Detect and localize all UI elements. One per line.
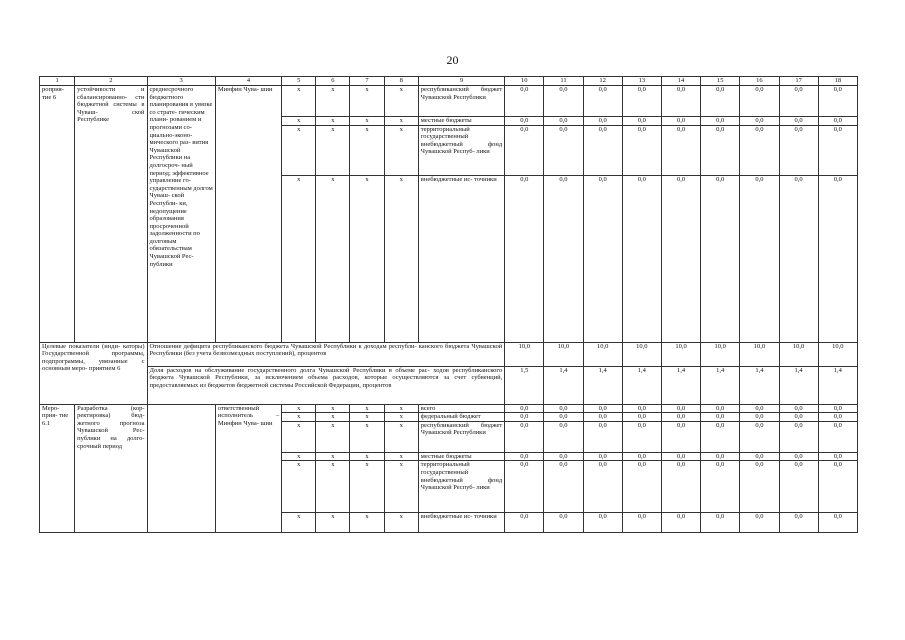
funding-source: федеральный бюджет bbox=[418, 413, 504, 422]
value-cell: 1,4 bbox=[779, 366, 818, 404]
code-cell: x bbox=[282, 421, 316, 452]
target-row bbox=[40, 366, 858, 404]
value-cell: 0,0 bbox=[740, 175, 779, 342]
value-cell: 0,0 bbox=[779, 175, 818, 342]
value-cell: 0,0 bbox=[818, 461, 857, 513]
value-cell: 0,0 bbox=[583, 413, 622, 422]
code-cell: x bbox=[316, 117, 350, 126]
value-cell: 0,0 bbox=[740, 413, 779, 422]
value-cell: 1,4 bbox=[818, 366, 857, 404]
funding-source: республиканский бюджет Чувашской Республики bbox=[418, 86, 504, 117]
value-cell: 1,4 bbox=[701, 366, 740, 404]
value-cell: 0,0 bbox=[544, 413, 583, 422]
code-cell: x bbox=[316, 404, 350, 413]
value-cell: 1,4 bbox=[622, 366, 661, 404]
value-cell: 0,0 bbox=[583, 125, 622, 175]
value-cell: 0,0 bbox=[779, 461, 818, 513]
value-cell: 0,0 bbox=[544, 86, 583, 117]
value-cell: 0,0 bbox=[544, 175, 583, 342]
code-cell: x bbox=[384, 461, 418, 513]
activity-name: Разработка (кор- ректировка) бюд- жетного прогноза Чувашской Рес- публики на долго- срочный период bbox=[75, 404, 147, 533]
value-cell: 0,0 bbox=[818, 117, 857, 126]
value-cell: 0,0 bbox=[701, 125, 740, 175]
code-cell: x bbox=[350, 513, 384, 533]
value-cell: 0,0 bbox=[622, 461, 661, 513]
code-cell: x bbox=[350, 86, 384, 117]
value-cell: 0,0 bbox=[544, 404, 583, 413]
value-cell: 0,0 bbox=[544, 461, 583, 513]
value-cell: 1,4 bbox=[544, 366, 583, 404]
value-cell: 0,0 bbox=[583, 175, 622, 342]
value-cell: 0,0 bbox=[622, 513, 661, 533]
value-cell: 0,0 bbox=[779, 86, 818, 117]
value-cell: 0,0 bbox=[622, 452, 661, 461]
code-cell: x bbox=[384, 404, 418, 413]
col-num: 4 bbox=[215, 77, 281, 86]
value-cell: 10,0 bbox=[622, 342, 661, 366]
value-cell: 1,4 bbox=[740, 366, 779, 404]
value-cell: 0,0 bbox=[740, 461, 779, 513]
value-cell: 0,0 bbox=[661, 86, 700, 117]
value-cell: 0,0 bbox=[583, 404, 622, 413]
code-cell: x bbox=[350, 413, 384, 422]
code-cell: x bbox=[282, 404, 316, 413]
expected-result bbox=[147, 404, 215, 533]
value-cell: 1,5 bbox=[505, 366, 544, 404]
code-cell: x bbox=[350, 125, 384, 175]
value-cell: 1,4 bbox=[583, 366, 622, 404]
value-cell: 0,0 bbox=[740, 421, 779, 452]
code-cell: x bbox=[316, 452, 350, 461]
value-cell: 0,0 bbox=[701, 452, 740, 461]
value-cell: 10,0 bbox=[583, 342, 622, 366]
funding-source: внебюджетные ис- точники bbox=[418, 175, 504, 342]
value-cell: 0,0 bbox=[661, 413, 700, 422]
value-cell: 0,0 bbox=[818, 86, 857, 117]
page-number: 20 bbox=[446, 53, 459, 67]
value-cell: 0,0 bbox=[661, 452, 700, 461]
code-cell: x bbox=[384, 117, 418, 126]
col-num: 15 bbox=[701, 77, 740, 86]
col-num: 11 bbox=[544, 77, 583, 86]
value-cell: 0,0 bbox=[661, 175, 700, 342]
value-cell: 0,0 bbox=[505, 413, 544, 422]
funding-source: республиканский бюджет Чувашской Республики bbox=[418, 421, 504, 452]
col-num: 10 bbox=[505, 77, 544, 86]
code-cell: x bbox=[384, 125, 418, 175]
code-cell: x bbox=[384, 413, 418, 422]
value-cell: 0,0 bbox=[622, 421, 661, 452]
value-cell: 0,0 bbox=[779, 413, 818, 422]
code-cell: x bbox=[384, 421, 418, 452]
value-cell: 0,0 bbox=[701, 461, 740, 513]
value-cell: 0,0 bbox=[661, 421, 700, 452]
value-cell: 0,0 bbox=[701, 421, 740, 452]
code-cell: x bbox=[282, 461, 316, 513]
code-cell: x bbox=[384, 175, 418, 342]
funding-source: территориальный государственный внебюджетный фонд Чувашской Респуб- лики bbox=[418, 125, 504, 175]
column-number-row bbox=[40, 77, 858, 86]
col-num: 8 bbox=[384, 77, 418, 86]
value-cell: 0,0 bbox=[583, 452, 622, 461]
value-cell: 1,4 bbox=[661, 366, 700, 404]
col-num: 13 bbox=[622, 77, 661, 86]
activity-label: роприя- тие 6 bbox=[40, 86, 75, 343]
code-cell: x bbox=[316, 413, 350, 422]
col-num: 14 bbox=[661, 77, 700, 86]
value-cell: 0,0 bbox=[818, 421, 857, 452]
value-cell: 0,0 bbox=[583, 86, 622, 117]
code-cell: x bbox=[282, 86, 316, 117]
target-indicator: Отношение дефицита республиканского бюджета Чувашской Республики к доходам республи- канского бюджета Чувашской Республики (без учета безвозмездных поступлений), процентов bbox=[147, 342, 505, 366]
value-cell: 10,0 bbox=[740, 342, 779, 366]
value-cell: 0,0 bbox=[505, 404, 544, 413]
value-cell: 0,0 bbox=[818, 404, 857, 413]
value-cell: 0,0 bbox=[505, 513, 544, 533]
target-indicator: Доля расходов на обслуживание государственного долга Чувашской Республики в объеме рас- ходов республиканского бюджета Чувашской Республики, за исключением объема расходов, которые осуществляются за счет субвенций, предоставляемых из бюджетов бюджетной системы Российской Федерации, процентов bbox=[147, 366, 505, 404]
value-cell: 0,0 bbox=[701, 513, 740, 533]
value-cell: 0,0 bbox=[701, 175, 740, 342]
value-cell: 0,0 bbox=[701, 404, 740, 413]
value-cell: 0,0 bbox=[505, 125, 544, 175]
col-num: 9 bbox=[418, 77, 504, 86]
value-cell: 0,0 bbox=[740, 513, 779, 533]
funding-source: внебюджетные ис- точники bbox=[418, 513, 504, 533]
responsible-executor: Минфин Чува- шии bbox=[215, 86, 281, 343]
code-cell: x bbox=[282, 413, 316, 422]
value-cell: 0,0 bbox=[544, 452, 583, 461]
value-cell: 0,0 bbox=[544, 117, 583, 126]
value-cell: 0,0 bbox=[701, 413, 740, 422]
value-cell: 0,0 bbox=[622, 404, 661, 413]
budget-table bbox=[39, 76, 858, 533]
value-cell: 0,0 bbox=[544, 125, 583, 175]
expected-result: среднесрочного бюджетного планирования в увязке со страте- гическим плани- рованием и прогнозами со- циально-эконо- мического раз- вития Чувашской Республики на долгосроч- ный период; эффективное управление го- сударственным долгом Чуваш- ской Республи- ки, недопущение образования просроченной задолженности по долговым обязательствам Чувашской Рес- публики bbox=[147, 86, 215, 343]
col-num: 2 bbox=[75, 77, 147, 86]
value-cell: 0,0 bbox=[818, 175, 857, 342]
value-cell: 0,0 bbox=[779, 404, 818, 413]
funding-source: местные бюджеты bbox=[418, 452, 504, 461]
value-cell: 0,0 bbox=[661, 461, 700, 513]
code-cell: x bbox=[350, 117, 384, 126]
activity-name: устойчивости и сбалансированно- сти бюджетной системы в Чуваш- ской Республике bbox=[75, 86, 147, 343]
funding-source: местные бюджеты bbox=[418, 117, 504, 126]
code-cell: x bbox=[350, 452, 384, 461]
value-cell: 0,0 bbox=[740, 452, 779, 461]
value-cell: 0,0 bbox=[505, 421, 544, 452]
table-row bbox=[40, 86, 858, 117]
responsible-executor: ответственный исполнитель – Минфин Чува- шии bbox=[215, 404, 281, 533]
code-cell: x bbox=[282, 175, 316, 342]
value-cell: 0,0 bbox=[505, 461, 544, 513]
funding-source: всего bbox=[418, 404, 504, 413]
col-num: 12 bbox=[583, 77, 622, 86]
value-cell: 10,0 bbox=[818, 342, 857, 366]
code-cell: x bbox=[316, 86, 350, 117]
value-cell: 0,0 bbox=[583, 421, 622, 452]
value-cell: 0,0 bbox=[622, 86, 661, 117]
value-cell: 0,0 bbox=[622, 175, 661, 342]
value-cell: 0,0 bbox=[740, 125, 779, 175]
code-cell: x bbox=[282, 125, 316, 175]
target-row bbox=[40, 342, 858, 366]
value-cell: 0,0 bbox=[779, 513, 818, 533]
value-cell: 0,0 bbox=[818, 513, 857, 533]
value-cell: 0,0 bbox=[505, 175, 544, 342]
code-cell: x bbox=[282, 513, 316, 533]
value-cell: 0,0 bbox=[779, 452, 818, 461]
code-cell: x bbox=[350, 404, 384, 413]
value-cell: 10,0 bbox=[661, 342, 700, 366]
code-cell: x bbox=[350, 175, 384, 342]
targets-label: Целевые показатели (инди- каторы) Государственной программы, подпрограммы, увязанные с основным меро- приятием 6 bbox=[40, 342, 148, 404]
value-cell: 0,0 bbox=[622, 125, 661, 175]
activity-label: Меро- прия- тие 6.1 bbox=[40, 404, 75, 533]
value-cell: 0,0 bbox=[779, 117, 818, 126]
value-cell: 0,0 bbox=[740, 404, 779, 413]
value-cell: 10,0 bbox=[544, 342, 583, 366]
value-cell: 0,0 bbox=[544, 513, 583, 533]
code-cell: x bbox=[316, 513, 350, 533]
code-cell: x bbox=[316, 461, 350, 513]
value-cell: 0,0 bbox=[661, 513, 700, 533]
code-cell: x bbox=[282, 452, 316, 461]
code-cell: x bbox=[384, 86, 418, 117]
value-cell: 0,0 bbox=[622, 117, 661, 126]
value-cell: 10,0 bbox=[505, 342, 544, 366]
value-cell: 0,0 bbox=[661, 404, 700, 413]
funding-source: территориальный государственный внебюджетный фонд Чувашской Респуб- лики bbox=[418, 461, 504, 513]
value-cell: 0,0 bbox=[583, 461, 622, 513]
value-cell: 0,0 bbox=[505, 452, 544, 461]
value-cell: 0,0 bbox=[701, 117, 740, 126]
value-cell: 0,0 bbox=[622, 413, 661, 422]
value-cell: 0,0 bbox=[740, 117, 779, 126]
code-cell: x bbox=[282, 117, 316, 126]
col-num: 18 bbox=[818, 77, 857, 86]
value-cell: 0,0 bbox=[583, 513, 622, 533]
value-cell: 0,0 bbox=[740, 86, 779, 117]
value-cell: 0,0 bbox=[661, 117, 700, 126]
code-cell: x bbox=[384, 513, 418, 533]
code-cell: x bbox=[316, 125, 350, 175]
value-cell: 10,0 bbox=[701, 342, 740, 366]
value-cell: 0,0 bbox=[661, 125, 700, 175]
col-num: 1 bbox=[40, 77, 75, 86]
value-cell: 0,0 bbox=[505, 117, 544, 126]
value-cell: 0,0 bbox=[779, 421, 818, 452]
code-cell: x bbox=[316, 421, 350, 452]
value-cell: 0,0 bbox=[544, 421, 583, 452]
value-cell: 0,0 bbox=[818, 413, 857, 422]
value-cell: 0,0 bbox=[818, 452, 857, 461]
value-cell: 0,0 bbox=[779, 125, 818, 175]
col-num: 17 bbox=[779, 77, 818, 86]
col-num: 3 bbox=[147, 77, 215, 86]
col-num: 16 bbox=[740, 77, 779, 86]
col-num: 7 bbox=[350, 77, 384, 86]
value-cell: 0,0 bbox=[505, 86, 544, 117]
value-cell: 0,0 bbox=[701, 86, 740, 117]
value-cell: 0,0 bbox=[583, 117, 622, 126]
code-cell: x bbox=[316, 175, 350, 342]
table-row bbox=[40, 404, 858, 413]
value-cell: 0,0 bbox=[818, 125, 857, 175]
value-cell: 10,0 bbox=[779, 342, 818, 366]
col-num: 6 bbox=[316, 77, 350, 86]
code-cell: x bbox=[350, 461, 384, 513]
col-num: 5 bbox=[282, 77, 316, 86]
code-cell: x bbox=[350, 421, 384, 452]
code-cell: x bbox=[384, 452, 418, 461]
